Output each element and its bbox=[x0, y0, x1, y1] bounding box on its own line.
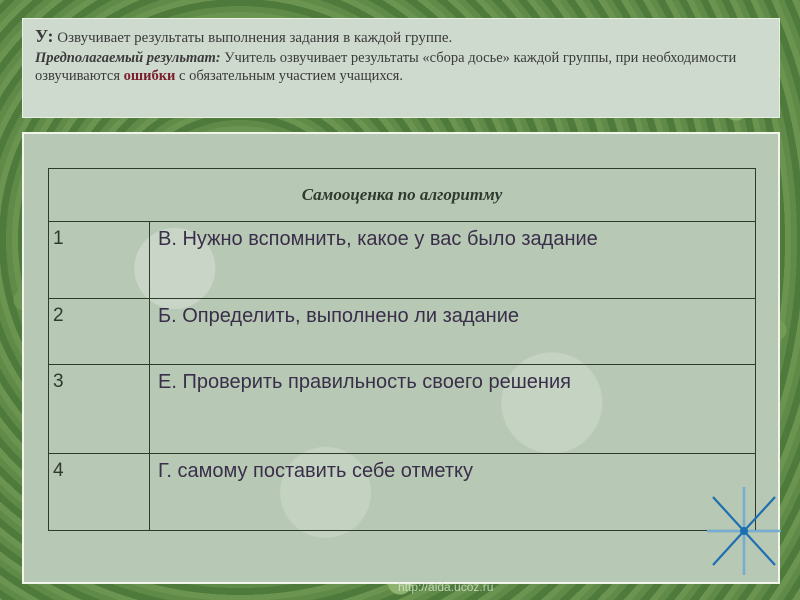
expected-label: Предполагаемый результат: bbox=[35, 49, 221, 66]
error-word: ошибки bbox=[123, 68, 176, 85]
row-text: Б. Определить, выполнено ли задание bbox=[150, 299, 756, 365]
row-text: Г. самому поставить себе отметку bbox=[150, 454, 756, 531]
table-row bbox=[49, 299, 756, 365]
row-text: Е. Проверить правильность своего решения bbox=[150, 365, 756, 454]
table-row bbox=[49, 365, 756, 454]
row-number: 3 bbox=[49, 365, 150, 454]
algorithm-table bbox=[48, 168, 756, 531]
expected-result bbox=[35, 49, 767, 87]
expected-text-2: с обязательным участием учащихся. bbox=[179, 68, 403, 85]
teacher-prefix: У: bbox=[35, 26, 54, 46]
row-number: 1 bbox=[49, 222, 150, 299]
row-text: В. Нужно вспомнить, какое у вас было задание bbox=[150, 222, 756, 299]
teacher-text: Озвучивает результаты выполнения задания в каждой группе. bbox=[57, 30, 453, 46]
table-title: Самооценка по алгоритму bbox=[49, 169, 756, 222]
watermark: http://aida.ucoz.ru bbox=[398, 580, 494, 594]
header-panel bbox=[22, 18, 780, 118]
row-number: 4 bbox=[49, 454, 150, 531]
row-number: 2 bbox=[49, 299, 150, 365]
table-row bbox=[49, 222, 756, 299]
compass-star-icon bbox=[703, 483, 785, 579]
teacher-line bbox=[35, 25, 767, 49]
expected-text-1: Учитель озвучивает результаты «сбора досье» каждой группы, при необходимости озвучиваются bbox=[35, 49, 737, 85]
table-row bbox=[49, 454, 756, 531]
